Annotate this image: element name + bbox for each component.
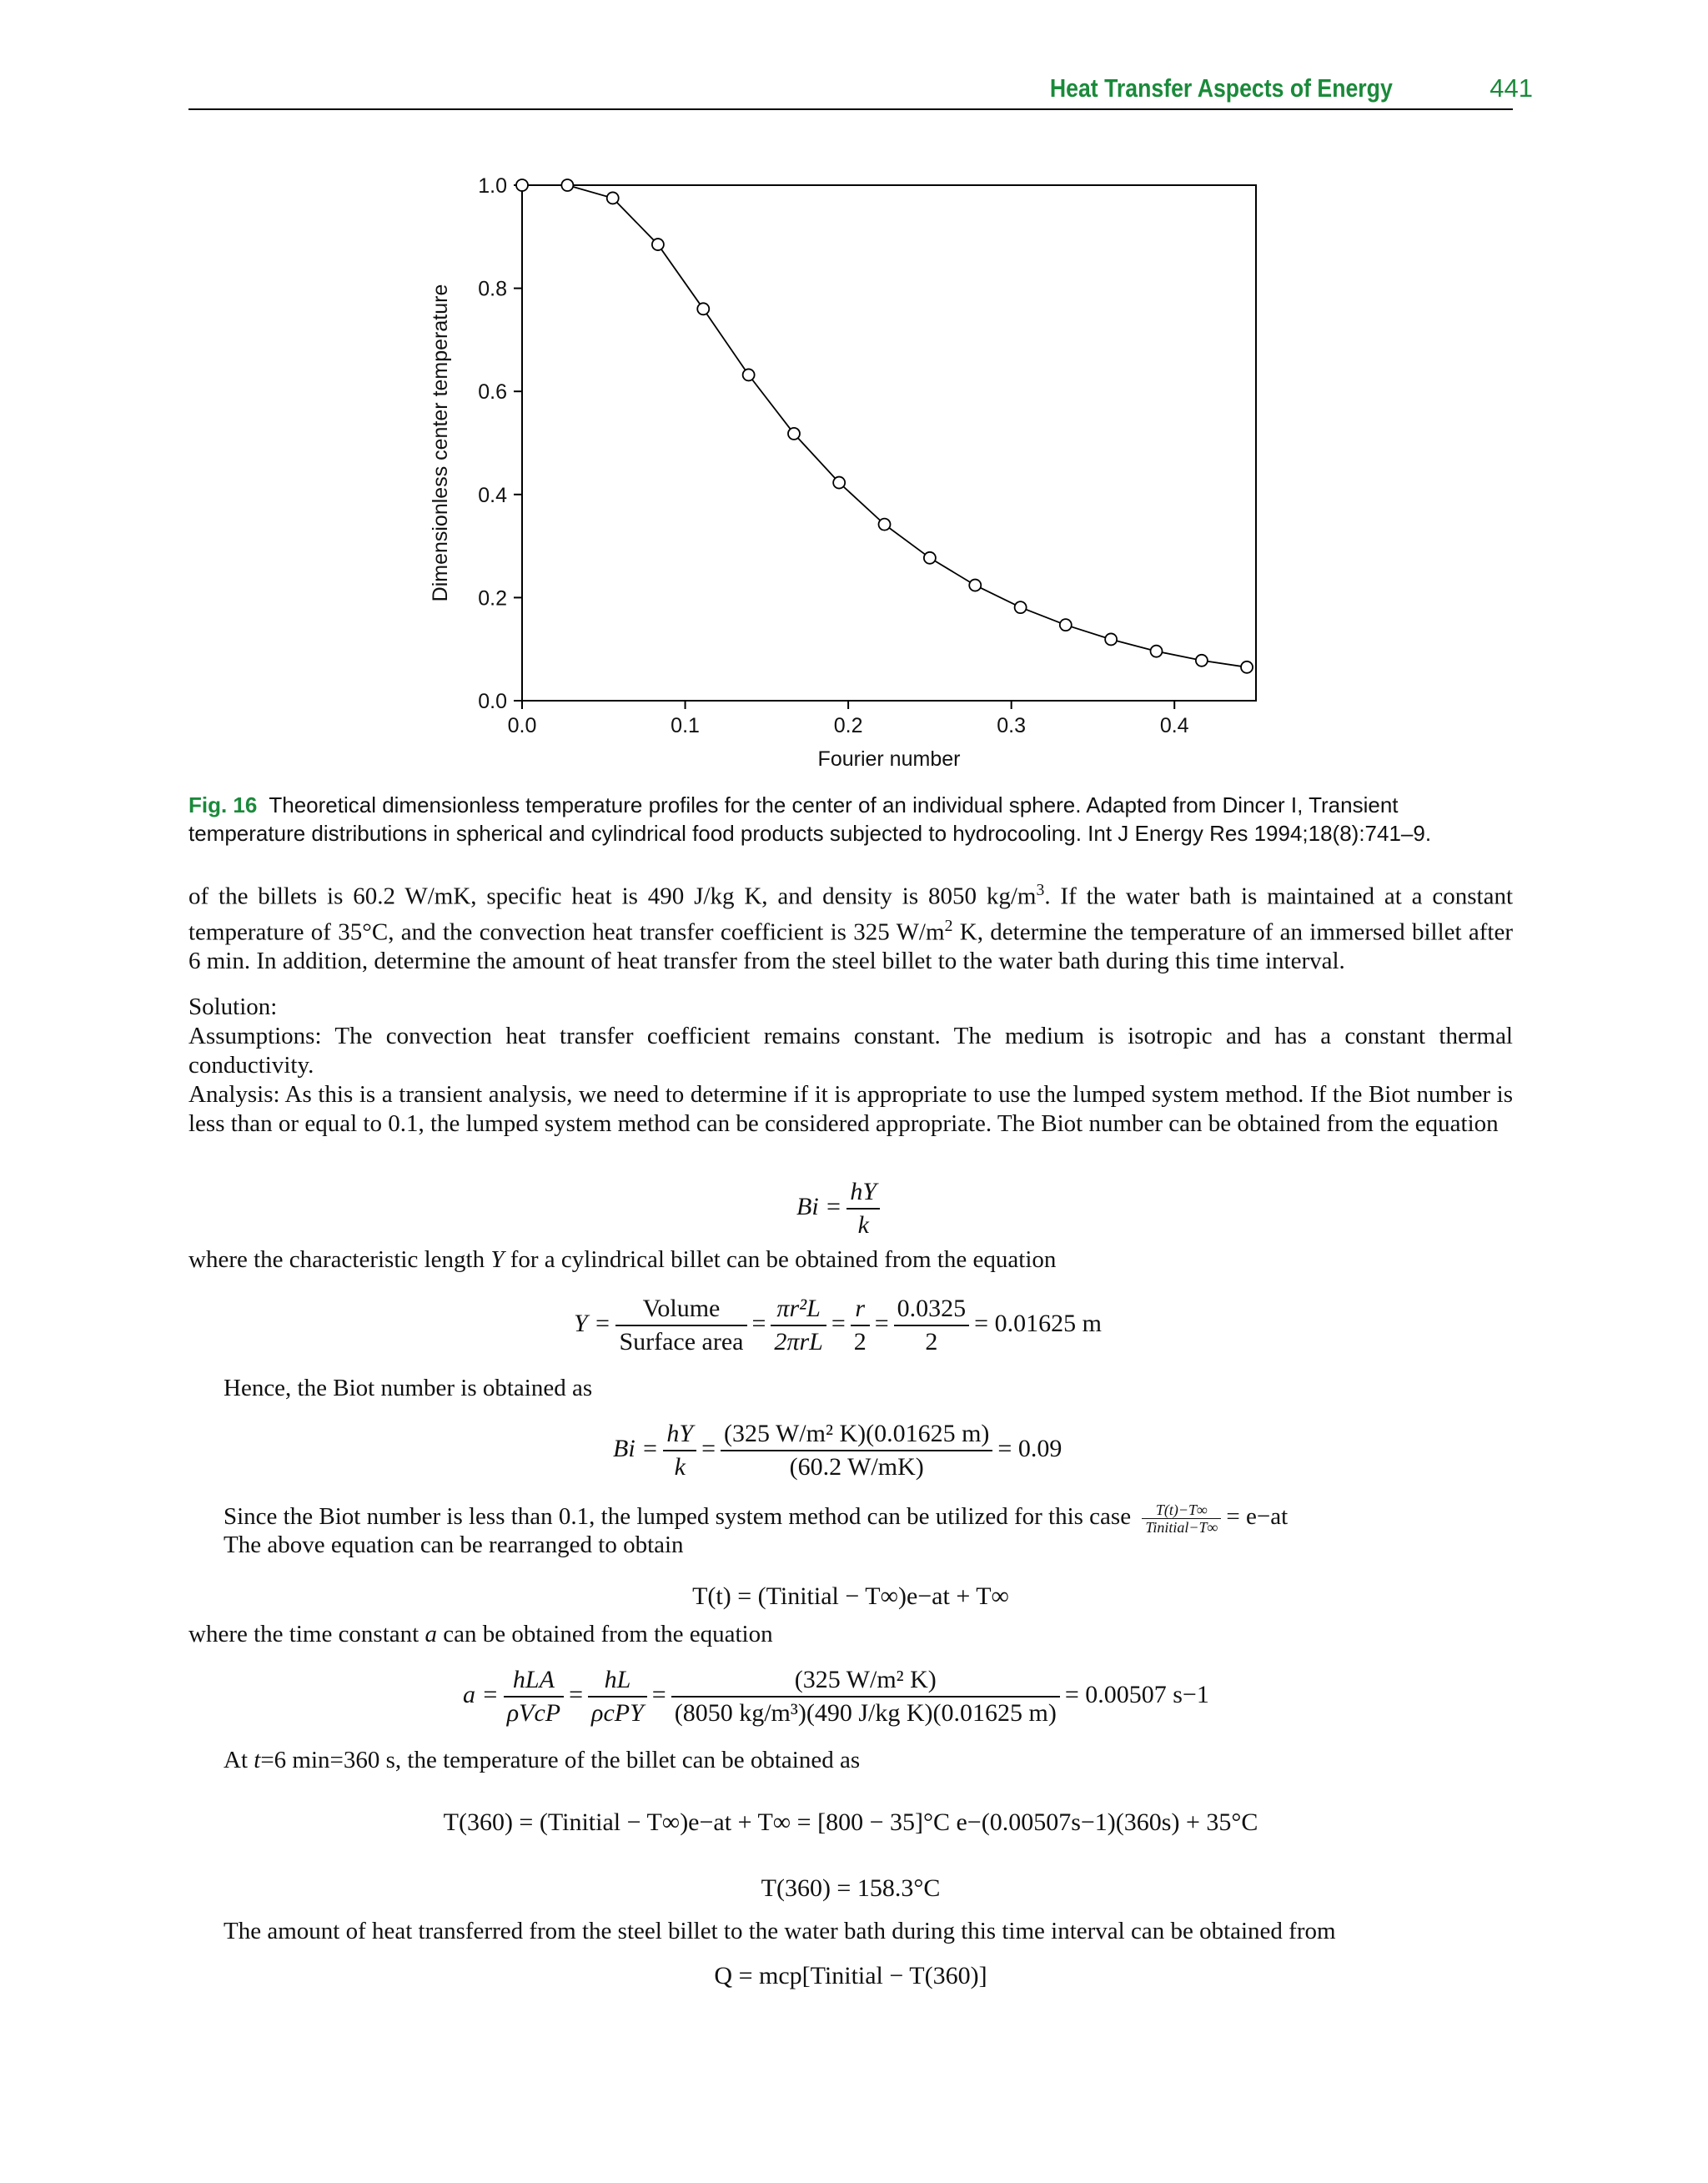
header-rule <box>188 108 1513 110</box>
data-point <box>652 239 664 250</box>
y-axis-label: Dimensionless center temperature <box>429 284 452 602</box>
time-constant-paragraph: where the time constant a can be obtained from the equation <box>188 1621 773 1647</box>
text-run: K, determine the temperature of an immersed billet after 6 min. In addition, determine the amount of heat transfer from the steel billet to the water bath during this time interval. <box>188 918 1513 975</box>
char-length-paragraph: where the characteristic length Y for a cylindrical billet can be obtained from the equation <box>188 1246 1057 1273</box>
data-point <box>743 369 755 380</box>
data-point <box>516 179 528 191</box>
y-axis <box>478 174 522 713</box>
series-points <box>516 179 1253 673</box>
text-run: of the billets is 60.2 W/mK, specific heat is 490 J/kg K, and density is 8050 kg/m <box>188 883 1037 910</box>
x-tick-label: 0.3 <box>997 714 1027 737</box>
y-tick-label: 0.6 <box>478 380 507 405</box>
data-point <box>607 192 619 204</box>
equation-characteristic-length: Y = $\frac{\text{Volume}}{\text{Surface area}}$ = $\frac{\text{πr²L}}{\text{2πrL}}$ = $\frac{r}{2}$ = $\frac{0.0325}{2}$ = 0.01625 m <box>574 1295 1102 1356</box>
data-point <box>788 428 800 440</box>
equation-biot-value: Bi = $\frac{hY}{k}$ = $\frac{\text{(325 W/m² K)(0.01625 m)}}{(60.2 W/mK)}$ = 0.09 <box>613 1420 1062 1481</box>
y-tick-label: 0.0 <box>478 690 507 713</box>
x-tick-label: 0.4 <box>1159 714 1189 737</box>
figure-label: Fig. 16 <box>188 792 258 817</box>
data-point <box>833 477 845 489</box>
x-tick-label: 0.0 <box>507 714 537 737</box>
y-tick-label: 0.8 <box>478 277 507 301</box>
data-point <box>969 580 981 591</box>
data-point <box>697 303 709 314</box>
at-time-paragraph: At t=6 min=360 s, the temperature of the billet can be obtained as <box>224 1747 861 1773</box>
data-point <box>924 552 936 564</box>
chart <box>417 167 1301 784</box>
y-tick-label: 0.2 <box>478 586 507 611</box>
x-tick-label: 0.2 <box>833 714 863 737</box>
assumptions-paragraph: Assumptions: The convection heat transfer coefficient remains constant. The medium is isotropic and has a constant thermal conductivity. <box>188 1023 1513 1079</box>
data-point <box>1196 655 1208 666</box>
data-point <box>1015 601 1027 613</box>
page-number: 441 <box>1489 73 1533 103</box>
series-line <box>522 185 1247 667</box>
equation-biot-definition: Bi = $\frac{hY}{k}$ <box>796 1176 885 1241</box>
figure-caption <box>188 791 1513 848</box>
solution-heading: Solution: <box>188 993 278 1020</box>
data-point <box>879 519 891 531</box>
text-run: . If the water bath is maintained at a constant temperature of 35°C, and the convection heat transfer coefficient is 325 W/m <box>188 883 1514 946</box>
lumped-ratio: $\frac{T(t)-T\infty}{\text{Tinitial−T∞}}$ <box>1142 1501 1221 1536</box>
figure-caption-text: Theoretical dimensionless temperature profiles for the center of an individual sphere. Adapted from Dincer I, Transient temperature distributions in spherical and cylindrical food products subjected to hydrocooling. Int J Energy Res 1994;18(8):741–9. <box>188 792 1432 846</box>
equation-temperature-function: T(t) = (Tinitial − T∞)e−at + T∞ <box>692 1582 1009 1610</box>
x-axis-label: Fourier number <box>817 747 961 771</box>
x-axis <box>508 701 1189 737</box>
running-header-title: Heat Transfer Aspects of Energy <box>1050 73 1393 103</box>
data-point <box>1241 661 1253 673</box>
hence-paragraph: Hence, the Biot number is obtained as <box>224 1375 593 1401</box>
plot-frame <box>522 185 1256 701</box>
rearranged-paragraph: The above equation can be rearranged to obtain <box>224 1532 684 1558</box>
data-point <box>561 179 573 191</box>
equation-temperature-360-value: T(360) = 158.3°C <box>761 1874 941 1902</box>
equation-heat-transfer: Q = mcp[Tinitial − T(360)] <box>714 1962 987 1989</box>
heat-amount-paragraph: The amount of heat transferred from the steel billet to the water bath during this time interval can be obtained from <box>224 1918 1336 1944</box>
y-tick-label: 0.4 <box>478 483 507 507</box>
y-tick-label: 1.0 <box>478 174 507 198</box>
equation-time-constant: a = $\frac{\text{hLA}}{\text{ρVcP}}$ = $\frac{hL}{\text{ρcPY}}$ = $\frac{\text{(325 W/m² K)}}{\text{(8050 kg/m³)(490 J/kg K)(0.01625 m)}}$ = 0.00507 s−1 <box>463 1666 1209 1727</box>
data-point <box>1151 646 1163 657</box>
analysis-paragraph: Analysis: As this is a transient analysis, we need to determine if it is appropriate to use the lumped system method. If the Biot number is less than or equal to 0.1, the lumped system method can be considered appropriate. The Biot number can be obtained from the equation <box>188 1081 1513 1137</box>
data-point <box>1105 633 1117 645</box>
data-point <box>1060 619 1072 631</box>
x-tick-label: 0.1 <box>671 714 700 737</box>
problem-paragraph: of the billets is 60.2 W/mK, specific heat is 490 J/kg K, and density is 8050 $kg/m^3$. If the water bath is maintained at a constant temperature of 35°C, and the convection heat transfer coefficient is 325 $W/m^2$ K, determine the temperature of an immersed billet after 6 min. In addition, determine the amount of heat transfer from the steel billet to the water bath during this time interval. <box>188 881 1514 975</box>
equation-temperature-360: T(360) = (Tinitial − T∞)e−at + T∞ = [800 − 35]°C e−(0.00507s−1)(360s) + 35°C <box>443 1808 1258 1836</box>
since-paragraph: Since the Biot number is less than 0.1, the lumped system method can be utilized for this case $\frac{T(t)-T\infty}{\text{Tinitial−T∞}}$ = e−at <box>224 1501 1289 1536</box>
